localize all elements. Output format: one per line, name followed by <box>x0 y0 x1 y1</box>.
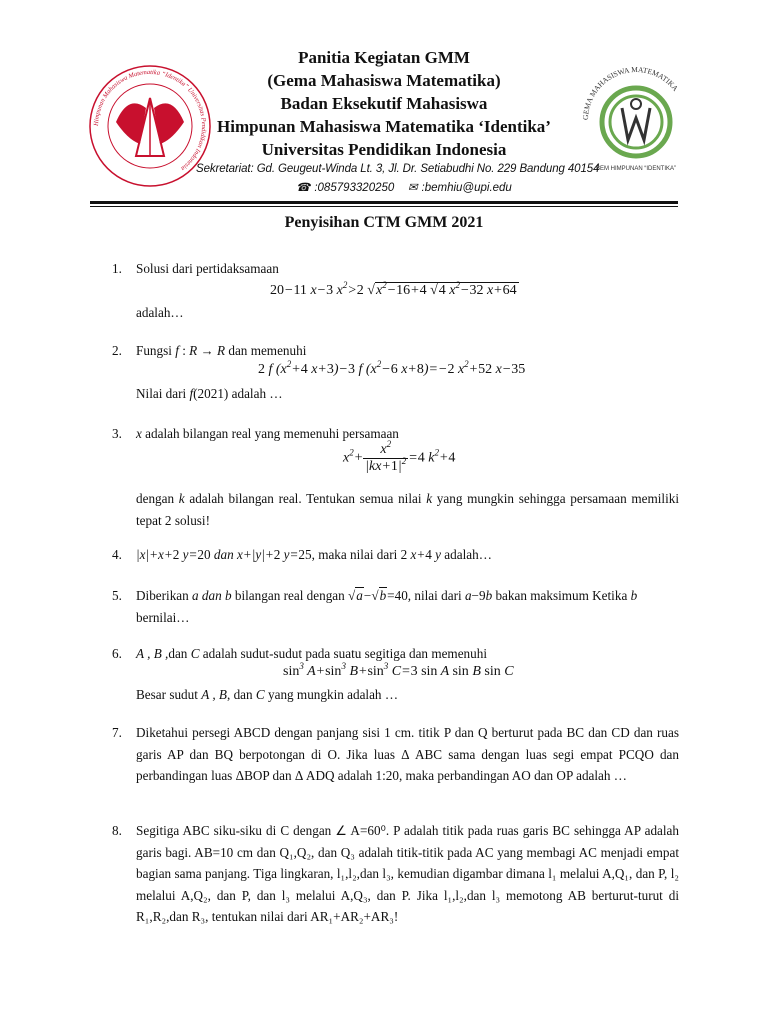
contact-line <box>296 180 516 194</box>
phone-icon: ☎ <box>296 182 311 194</box>
header-divider-thin <box>90 206 678 207</box>
problem-3-equation: $x^2+$ $\frac{x^2}{|kx+1|^2}$ =4 $k^2+4$ <box>343 439 456 474</box>
header-divider-thick <box>90 201 678 204</box>
svg-text:Himpunan Mahasiswa Matematika: Himpunan Mahasiswa Matematika “Identika” Universitas Pendidikan Indonesia <box>92 68 208 172</box>
problem-7-text: Diketahui persegi ABCD dengan panjang sisi 1 cm. titik P dan Q berturut pada BC dan CD dan ruas garis AP dan BQ berpotongan di O. Jika luas Δ ABC sama dengan luas segi empat PCQO dan perbandingan luas ΔBOP dan Δ ADQ adalah 1:20, maka perbandingan AO dan OP adalah … <box>136 725 679 783</box>
letterhead <box>190 46 578 161</box>
svg-text:BEM HIMPUNAN “IDENTIKA”: BEM HIMPUNAN “IDENTIKA” <box>595 166 677 172</box>
header-line-5: Universitas Pendidikan Indonesia <box>261 140 507 159</box>
email-icon: ✉ <box>407 182 418 194</box>
header-line-1: Panitia Kegiatan GMM <box>298 48 470 67</box>
problem-2-equation: 2 f ($x^2+4$ x+3)−3 f ($x^2-6$ x+8)=−2 $x^2+52$ x−35 <box>258 359 526 377</box>
phone-number: :085793320250 <box>314 182 395 194</box>
email-address: :bemhiu@upi.edu <box>421 182 512 194</box>
problem-8-text: Segitiga ABC siku-siku di C dengan ∠ A=60⁰. P adalah titik pada ruas garis BC sehingga AP adalah garis bagi. AB=10 cm dan Q₁,Q₂, dan Q₃ adalah titik-titik pada AC yang membagi AC menjadi empat bagian sama panjang. Tiga lingkaran, l₁,l₂,dan l₃, kemudian digambar dimana l₁ melalui A,Q₁, dan P, l₂ melalui A,Q₂, dan P, dan l₃ melalui A,Q₃, dan P. Jika l₁,l₂,dan l₃ memotong AB berturut-turut di R₁,R₂,dan R₃, tentukan nilai dari AR₁+AR₂+AR₃! <box>136 823 679 924</box>
problem-1-equation: 20−11 x−3 $x^2>2$ $√x^2-16+4$ √4 $x^2-32$ x+64 <box>270 280 517 298</box>
header-line-2: (Gema Mahasiswa Matematika) <box>267 71 501 90</box>
svg-text:GEMA MAHASISWA MATEMATIKA: GEMA MAHASISWA MATEMATIKA <box>580 64 681 121</box>
page-title: Penyisihan CTM GMM 2021 <box>284 214 484 231</box>
header-line-3: Badan Eksekutif Mahasiswa <box>280 94 488 113</box>
problem-6-equation: $\sin^3 A+\sin^3$ $B+\sin^3$ C=3 sin A sin B sin C <box>283 661 514 679</box>
secretariat-address: Sekretariat: Gd. Geugeut-Winda Lt. 3, Jl. Dr. Setiabudhi No. 229 Bandung 40154 <box>196 163 600 175</box>
header-line-4: Himpunan Mahasiswa Matematika ‘Identika’ <box>217 117 551 136</box>
problem-1-text: Solusi dari pertidaksamaan <box>136 261 279 276</box>
document-page: Himpunan Mahasiswa Matematika “Identika” Universitas Pendidikan Indonesia GEMA MAHASISWA MATEMATIKA BEM HIMPUNAN “IDENTIKA” Panitia Kegiatan GMM (Gema Mahasiswa Matematika) Badan Eksekutif Mahasiswa Himpunan Mahasiswa Matematika ‘Identika’ Universitas Pendidikan Indonesia Sekretariat: Gd. Geugeut-Winda Lt. 3, Jl. Dr. Setiabudhi No. 229 Bandung 40154 ☎ :085793320250 ✉ :bemhiu@upi.edu Penyisihan CTM GMM 2021 1. Solusi dari pertidaksamaan 20−11 x−3 $x^2>2$ $√x^2-16+4$ √4 $x^2-32$ x+64 adalah… 2. Fungsi f : R → R dan memenuhi 2 f ($x^2+4$ x+3)−3 f ($x^2-6$ x+8)=−2 $x^2+52$ x−35 Nilai dari f(2021) adalah … 3. x adalah bilangan real yang memenuhi persamaan $x^2+$ $\frac{x^2}{|kx+1|^2}$ =4 $k^2+4$ dengan k adalah bilangan real. Tentukan semua nilai k yang mungkin sehingga persamaan memiliki tepat 2 solusi! 4. |x|+x+2 y=20 dan x+|y|+2 y=25, maka nilai dari 2 x+4 y adalah… 5. Diberikan a dan b bilangan real dengan √a−√b=40, nilai dari a−9b bakan maksimum Ketika b bernilai… 6. A , B ,dan C adalah sudut-sudut pada suatu segitiga dan memenuhi $\sin^3 A+\sin^3$ $B+\sin^3$ C=3 sin A sin B sin C Besar sudut A , B, dan C yang mungkin adalah … 7. Diketahui persegi ABCD dengan panjang sisi 1 cm. titik P dan Q berturut pada BC dan CD dan ruas garis AP dan BQ berpotongan di O. Jika luas Δ ABC sama dengan luas segi empat PCQO dan perbandingan luas ΔBOP dan Δ ADQ adalah 1:20, maka perbandingan AO dan OP adalah … 8. Segitiga ABC siku-siku di C dengan ∠ A=60⁰. P adalah titik pada ruas garis BC sehingga AP adalah garis bagi. AB=10 cm dan Q₁,Q₂, dan Q₃ adalah titik-titik pada AC yang membagi AC menjadi empat bagian sama panjang. Tiga lingkaran, l₁,l₂,dan l₃, kemudian digambar dimana l₁ melalui A,Q₁, dan P, l₂ melalui A,Q₂, dan P, dan l₃ melalui A,Q₃, dan P. Jika l₁,l₂,dan l₃ memotong AB berturut-turut di R₁,R₂,dan R₃, tentukan nilai dari AR₁+AR₂+AR₃! <box>0 0 768 1024</box>
